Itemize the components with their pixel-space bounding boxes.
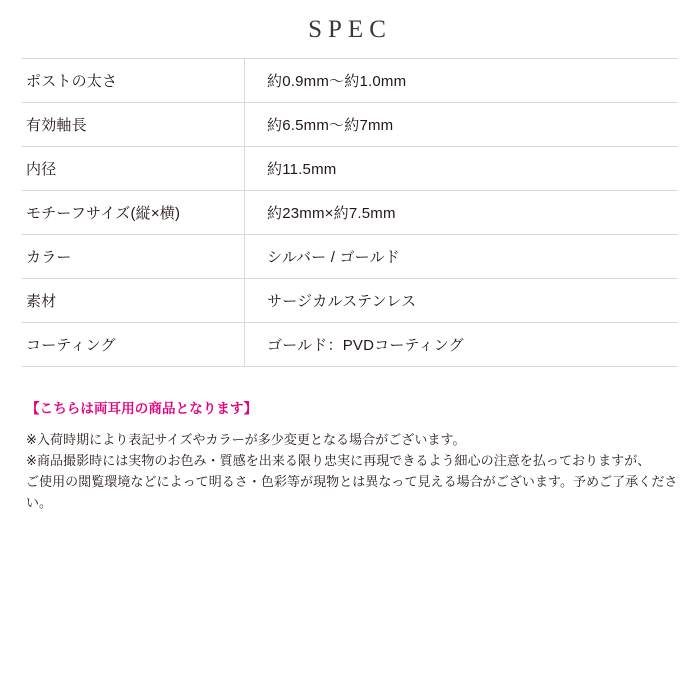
spec-value: 約23mm×約7.5mm xyxy=(267,205,396,222)
spec-label: カラー xyxy=(22,235,245,279)
spec-label: モチーフサイズ(縦×横) xyxy=(22,191,245,235)
table-row xyxy=(22,59,678,103)
note-line: ※入荷時期により表記サイズやカラーが多少変更となる場合がございます。 xyxy=(26,432,466,447)
note-line: ご使用の閲覧環境などによって明るさ・色彩等が現物とは異なって見える場合がございます。予めご了承ください。 xyxy=(26,474,678,511)
table-row xyxy=(22,103,678,147)
page-title: SPEC xyxy=(308,16,392,43)
spec-table-body xyxy=(22,59,678,367)
table-row xyxy=(22,323,678,367)
spec-value: シルバー / ゴールド xyxy=(267,249,400,266)
spec-table xyxy=(22,58,678,367)
spec-value: 約11.5mm xyxy=(267,161,337,178)
notes-section xyxy=(26,397,696,513)
table-row xyxy=(22,235,678,279)
table-row xyxy=(22,191,678,235)
spec-label: ポストの太さ xyxy=(22,59,245,103)
spec-label: 有効軸長 xyxy=(22,103,245,147)
spec-value: 約6.5mm〜約7mm xyxy=(267,117,394,134)
spec-label: 素材 xyxy=(22,279,245,323)
notes-heading: 【こちらは両耳用の商品となります】 xyxy=(26,401,258,416)
spec-value: 約0.9mm〜約1.0mm xyxy=(267,73,407,90)
spec-value: サージカルステンレス xyxy=(267,293,417,310)
note-line: ※商品撮影時には実物のお色み・質感を出来る限り忠実に再現できるよう細心の注意を払っておりますが、 xyxy=(26,453,651,469)
table-row xyxy=(22,147,678,191)
table-row xyxy=(22,279,678,323)
spec-value: ゴールド：PVDコーティング xyxy=(267,337,464,354)
spec-label: 内径 xyxy=(22,147,245,191)
spec-label: コーティング xyxy=(22,323,245,367)
